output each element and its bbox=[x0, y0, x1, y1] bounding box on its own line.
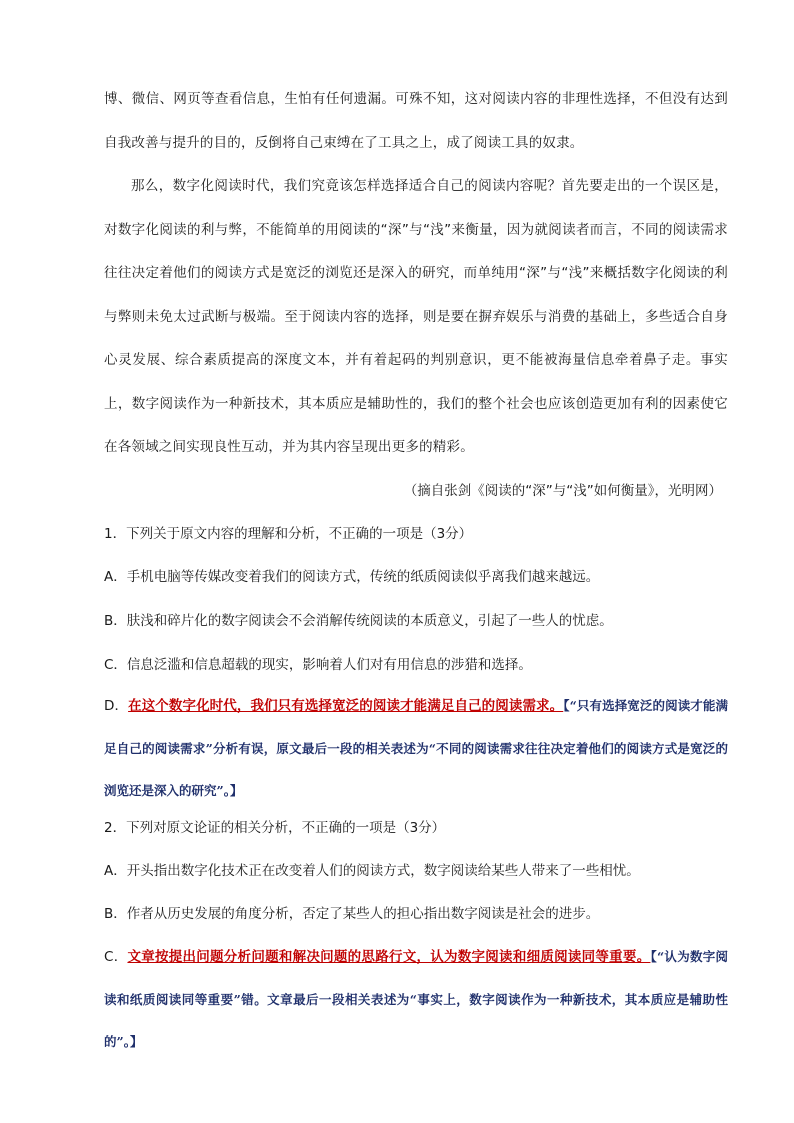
question-2-option-c bbox=[104, 936, 728, 1064]
question-2-option-b: B．作者从历史发展的角度分析，否定了某些人的担心指出数字阅读是社会的进步。 bbox=[104, 906, 600, 922]
option-d-incorrect-text: 在这个数字化时代，我们只有选择宽泛的阅读才能满足自己的阅读需求。 bbox=[128, 698, 564, 714]
option-d-label: D． bbox=[104, 698, 129, 714]
question-1-option-c: C．信息泛滥和信息超载的现实，影响着人们对有用信息的涉猎和选择。 bbox=[104, 657, 532, 673]
passage-paragraph-2: 那么，数字化阅读时代，我们究竟该怎样选择适合自己的阅读内容呢？首先要走出的一个误区是，对数字化阅读的利与弊，不能简单的用阅读的“深”与“浅”来衡量，因为就阅读者而言，不同的阅读需求往往决定着他们的阅读方式是宽泛的浏览还是深入的研究，而单纯用“深”与“浅”来概括数字化阅读的利与弊则未免太过武断与极端。至于阅读内容的选择，则是要在摒弃娱乐与消费的基础上，多些适合自身心灵发展、综合素质提高的深度文本，并有着起码的判别意识，更不能被海量信息牵着鼻子走。事实上，数字阅读作为一种新技术，其本质应是辅助性的，我们的整个社会也应该创造更加有利的因素使它在各领域之间实现良性互动，并为其内容呈现出更多的精彩。 bbox=[104, 178, 728, 455]
option-c-label: C． bbox=[104, 949, 128, 965]
question-1-option-d bbox=[104, 685, 728, 813]
passage-source: （摘自张剑《阅读的“深”与“浅”如何衡量》，光明网） bbox=[403, 483, 722, 499]
question-2-stem: 2．下列对原文论证的相关分析，不正确的一项是（3分） bbox=[104, 820, 446, 836]
question-1-option-a: A．手机电脑等传媒改变着我们的阅读方式，传统的纸质阅读似乎离我们越来越远。 bbox=[104, 569, 600, 585]
question-2-option-a: A．开头指出数字化技术正在改变着人们的阅读方式，数字阅读给某些人带来了一些相忧。 bbox=[104, 863, 640, 879]
option-d-explanation: 【“只有选择宽泛的阅读才能满足自己的阅读需求”分析有误，原文最后一段的相关表述为“不同的阅读需求往往决定着他们的阅读方式是宽泛的浏览还是深入的研究”。】 bbox=[104, 698, 728, 798]
option-c-incorrect-text: 文章按提出问题分析问题和解决问题的思路行文，认为数字阅读和细质阅读同等重要。 bbox=[127, 949, 651, 965]
option-c-explanation: 【“认为数字阅读和纸质阅读同等重要”错。文章最后一段相关表述为“事实上，数字阅读作为一种新技术，其本质应是辅助性的”。】 bbox=[104, 949, 728, 1049]
question-1-stem: 1．下列关于原文内容的理解和分析，不正确的一项是（3分） bbox=[104, 526, 473, 542]
question-1-option-b: B．肤浅和碎片化的数字阅读会不会消解传统阅读的本质意义，引起了一些人的忧虑。 bbox=[104, 613, 613, 629]
passage-paragraph-1: 博、微信、网页等查看信息，生怕有任何遗漏。可殊不知，这对阅读内容的非理性选择，不但没有达到自我改善与提升的目的，反倒将自己束缚在了工具之上，成了阅读工具的奴隶。 bbox=[104, 91, 728, 151]
